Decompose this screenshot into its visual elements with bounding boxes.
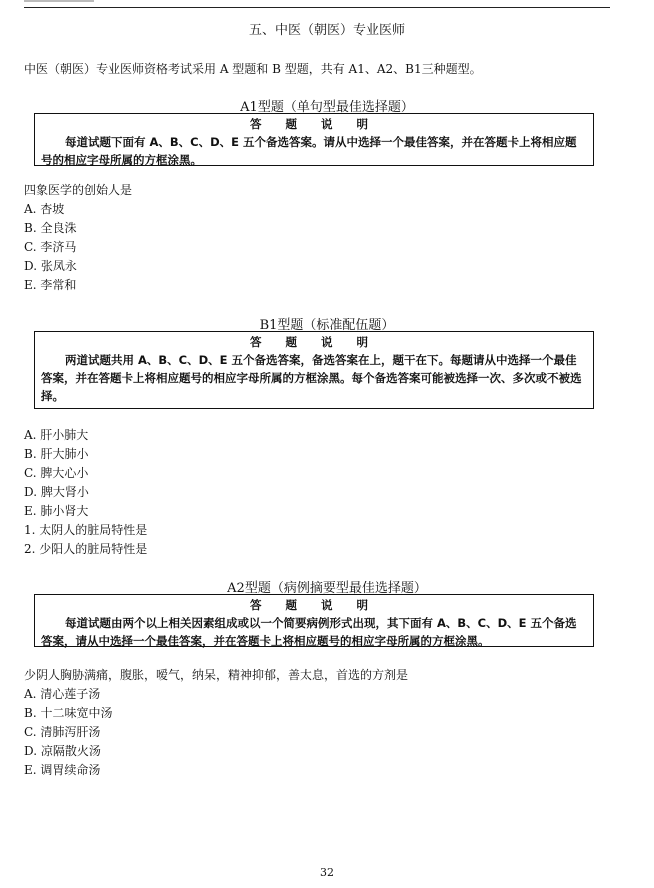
option-e: E. 肺小肾大 [24, 504, 89, 518]
section-a2-question-block [24, 666, 408, 780]
option-c: C. 李济马 [24, 240, 77, 254]
option-c: C. 脾大心小 [24, 466, 89, 480]
section-b1-title: B1型题（标准配伍题） [259, 318, 395, 333]
option-b: B. 十二味宽中汤 [24, 706, 113, 720]
section-b1-instructions [34, 331, 594, 409]
header-mark [24, 0, 94, 2]
option-b: B. 肝大肺小 [24, 447, 89, 461]
question-1: 1. 太阴人的脏局特性是 [24, 523, 148, 537]
instructions-body: 每道试题下面有 A、B、C、D、E 五个备选答案。请从中选择一个最佳答案，并在答题卡上将相应题号的相应字母所属的方框涂黑。 [41, 135, 577, 167]
option-a: A. 清心莲子汤 [24, 687, 101, 701]
header-rule [24, 7, 610, 8]
instructions-body: 每道试题由两个以上相关因素组成或以一个简要病例形式出现，其下面有 A、B、C、D、E 五个备选答案，请从中选择一个最佳答案，并在答题卡上将相应题号的相应字母所属的方框涂黑。 [41, 616, 577, 648]
option-a: A. 杏坡 [24, 202, 65, 216]
section-a2-instructions [34, 594, 594, 647]
option-e: E. 李常和 [24, 278, 77, 292]
section-a1-instructions [34, 113, 594, 166]
option-b: B. 全良洙 [24, 221, 77, 235]
section-a1-question-block [24, 181, 132, 295]
section-b1-question-block [24, 426, 147, 559]
option-d: D. 脾大肾小 [24, 485, 89, 499]
question-stem: 四象医学的创始人是 [24, 183, 133, 197]
page-number: 32 [320, 866, 334, 879]
section-a2-title: A2型题（病例摘要型最佳选择题） [227, 581, 427, 596]
instructions-heading: 答 题 说 明 [249, 117, 378, 131]
instructions-heading: 答 题 说 明 [249, 335, 378, 349]
option-c: C. 清肺泻肝汤 [24, 725, 101, 739]
option-a: A. 肝小肺大 [24, 428, 89, 442]
instructions-heading: 答 题 说 明 [249, 598, 378, 612]
question-2: 2. 少阳人的脏局特性是 [24, 542, 148, 556]
page-title: 五、中医（朝医）专业医师 [248, 23, 405, 38]
section-a1-title: A1型题（单句型最佳选择题） [240, 100, 414, 115]
question-stem: 少阴人胸胁满痛，腹胀，嗳气，纳呆，精神抑郁，善太息，首选的方剂是 [24, 668, 409, 682]
option-d: D. 凉隔散火汤 [24, 744, 101, 758]
option-d: D. 张凤永 [24, 259, 77, 273]
instructions-body: 两道试题共用 A、B、C、D、E 五个备选答案，备选答案在上，题干在下。每题请从中选择一个最佳答案，并在答题卡上将相应题号的相应字母所属的方框涂黑。每个备选答案可能被选择一次、多次或不被选择。 [41, 353, 582, 403]
option-e: E. 调胃续命汤 [24, 763, 101, 777]
intro-text: 中医（朝医）专业医师资格考试采用 A 型题和 B 型题，共有 A1、A2、B1三种题型。 [24, 62, 482, 76]
